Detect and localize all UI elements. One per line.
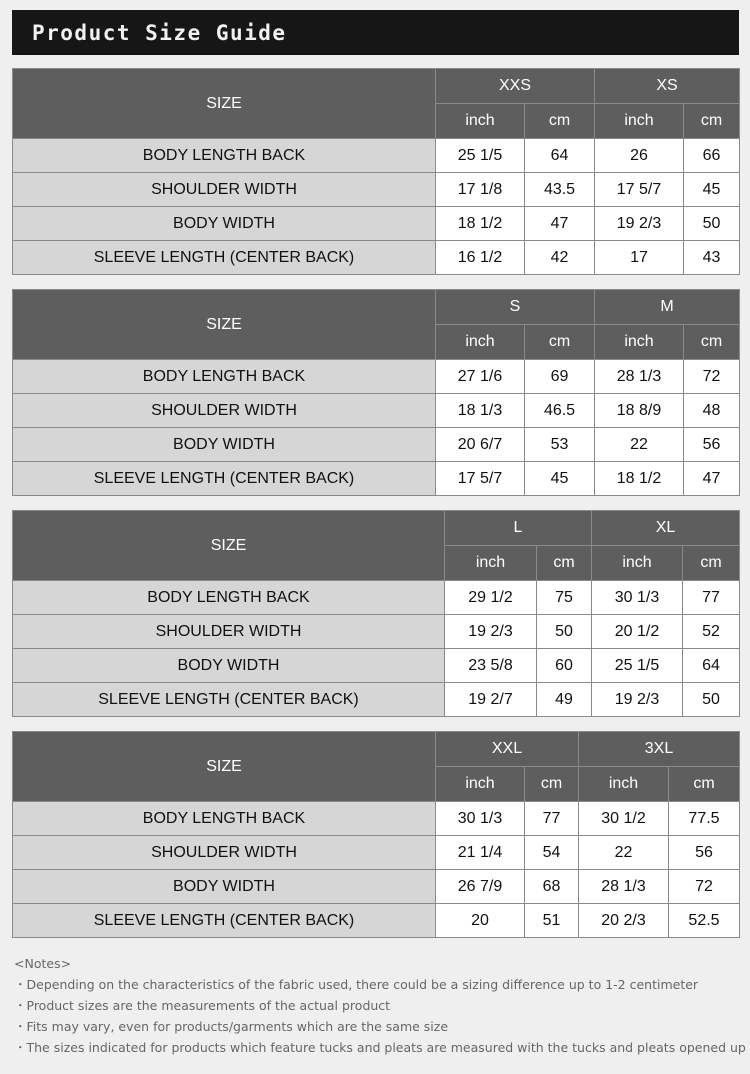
row-label: SHOULDER WIDTH — [13, 615, 445, 649]
row-label: BODY LENGTH BACK — [13, 581, 445, 615]
size-header: SIZE — [13, 290, 436, 360]
cell-value: 68 — [525, 870, 579, 904]
title-bar — [12, 10, 739, 55]
note-item: ・The sizes indicated for products which feature tucks and pleats are measured with the tucks and pleats opened up — [14, 1040, 746, 1055]
unit-header-cm: cm — [525, 767, 579, 802]
cell-value: 19 2/3 — [595, 207, 684, 241]
size-table-1 — [12, 68, 740, 275]
cell-value: 22 — [595, 428, 684, 462]
cell-value: 28 1/3 — [595, 360, 684, 394]
cell-value: 18 1/3 — [436, 394, 525, 428]
row-label: BODY LENGTH BACK — [13, 139, 436, 173]
row-label: SHOULDER WIDTH — [13, 173, 436, 207]
cell-value: 64 — [525, 139, 595, 173]
table-row — [13, 581, 740, 615]
table-row — [13, 802, 740, 836]
cell-value: 45 — [525, 462, 595, 496]
size-column-header: S — [436, 290, 595, 325]
table-row — [13, 139, 740, 173]
cell-value: 50 — [683, 683, 740, 717]
unit-header-inch: inch — [595, 325, 684, 360]
cell-value: 17 5/7 — [436, 462, 525, 496]
row-label: SLEEVE LENGTH (CENTER BACK) — [13, 241, 436, 275]
cell-value: 19 2/3 — [592, 683, 683, 717]
cell-value: 42 — [525, 241, 595, 275]
cell-value: 56 — [684, 428, 740, 462]
cell-value: 50 — [684, 207, 740, 241]
row-label: BODY WIDTH — [13, 649, 445, 683]
cell-value: 54 — [525, 836, 579, 870]
cell-value: 47 — [525, 207, 595, 241]
cell-value: 60 — [537, 649, 592, 683]
note-item: ・Depending on the characteristics of the fabric used, there could be a sizing difference up to 1-2 centimeter — [14, 977, 699, 992]
cell-value: 64 — [683, 649, 740, 683]
unit-header-cm: cm — [537, 546, 592, 581]
cell-value: 56 — [669, 836, 740, 870]
unit-header-inch: inch — [445, 546, 537, 581]
cell-value: 22 — [579, 836, 669, 870]
unit-header-inch: inch — [436, 325, 525, 360]
table-row — [13, 683, 740, 717]
cell-value: 77.5 — [669, 802, 740, 836]
cell-value: 43 — [684, 241, 740, 275]
cell-value: 16 1/2 — [436, 241, 525, 275]
cell-value: 27 1/6 — [436, 360, 525, 394]
table-row — [13, 904, 740, 938]
cell-value: 53 — [525, 428, 595, 462]
unit-header-cm: cm — [684, 325, 740, 360]
row-label: SLEEVE LENGTH (CENTER BACK) — [13, 683, 445, 717]
table-row — [13, 207, 740, 241]
cell-value: 30 1/2 — [579, 802, 669, 836]
cell-value: 66 — [684, 139, 740, 173]
table-row — [13, 394, 740, 428]
cell-value: 17 1/8 — [436, 173, 525, 207]
note-item: ・Product sizes are the measurements of the actual product — [14, 998, 391, 1013]
cell-value: 23 5/8 — [445, 649, 537, 683]
cell-value: 19 2/7 — [445, 683, 537, 717]
size-header: SIZE — [13, 511, 445, 581]
note-item: ・Fits may vary, even for products/garments which are the same size — [14, 1019, 449, 1034]
row-label: BODY LENGTH BACK — [13, 360, 436, 394]
cell-value: 72 — [684, 360, 740, 394]
unit-header-cm: cm — [683, 546, 740, 581]
size-header: SIZE — [13, 732, 436, 802]
table-row — [13, 462, 740, 496]
page-title: Product Size Guide — [32, 20, 287, 45]
size-column-header: L — [445, 511, 592, 546]
cell-value: 48 — [684, 394, 740, 428]
notes-header: <Notes> — [14, 956, 72, 971]
cell-value: 30 1/3 — [436, 802, 525, 836]
unit-header-inch: inch — [436, 104, 525, 139]
row-label: BODY LENGTH BACK — [13, 802, 436, 836]
size-header: SIZE — [13, 69, 436, 139]
table-row — [13, 241, 740, 275]
cell-value: 49 — [537, 683, 592, 717]
cell-value: 26 — [595, 139, 684, 173]
cell-value: 17 5/7 — [595, 173, 684, 207]
cell-value: 20 6/7 — [436, 428, 525, 462]
size-column-header: XS — [595, 69, 740, 104]
table-row — [13, 173, 740, 207]
cell-value: 25 1/5 — [436, 139, 525, 173]
size-column-header: M — [595, 290, 740, 325]
row-label: SHOULDER WIDTH — [13, 394, 436, 428]
cell-value: 46.5 — [525, 394, 595, 428]
cell-value: 45 — [684, 173, 740, 207]
row-label: BODY WIDTH — [13, 428, 436, 462]
cell-value: 20 — [436, 904, 525, 938]
cell-value: 51 — [525, 904, 579, 938]
cell-value: 72 — [669, 870, 740, 904]
cell-value: 21 1/4 — [436, 836, 525, 870]
cell-value: 28 1/3 — [579, 870, 669, 904]
table-row — [13, 360, 740, 394]
cell-value: 17 — [595, 241, 684, 275]
cell-value: 30 1/3 — [592, 581, 683, 615]
size-table-4 — [12, 731, 740, 938]
cell-value: 77 — [683, 581, 740, 615]
row-label: SLEEVE LENGTH (CENTER BACK) — [13, 462, 436, 496]
row-label: SHOULDER WIDTH — [13, 836, 436, 870]
cell-value: 19 2/3 — [445, 615, 537, 649]
table-row — [13, 428, 740, 462]
cell-value: 77 — [525, 802, 579, 836]
unit-header-cm: cm — [684, 104, 740, 139]
table-row — [13, 649, 740, 683]
size-column-header: XL — [592, 511, 740, 546]
size-column-header: XXL — [436, 732, 579, 767]
row-label: SLEEVE LENGTH (CENTER BACK) — [13, 904, 436, 938]
row-label: BODY WIDTH — [13, 207, 436, 241]
cell-value: 18 1/2 — [436, 207, 525, 241]
table-row — [13, 836, 740, 870]
unit-header-inch: inch — [592, 546, 683, 581]
cell-value: 18 1/2 — [595, 462, 684, 496]
size-table-2 — [12, 289, 740, 496]
cell-value: 29 1/2 — [445, 581, 537, 615]
cell-value: 47 — [684, 462, 740, 496]
unit-header-inch: inch — [436, 767, 525, 802]
row-label: BODY WIDTH — [13, 870, 436, 904]
size-table-3 — [12, 510, 740, 717]
cell-value: 20 1/2 — [592, 615, 683, 649]
size-column-header: XXS — [436, 69, 595, 104]
cell-value: 26 7/9 — [436, 870, 525, 904]
unit-header-cm: cm — [669, 767, 740, 802]
cell-value: 43.5 — [525, 173, 595, 207]
cell-value: 18 8/9 — [595, 394, 684, 428]
table-row — [13, 615, 740, 649]
unit-header-inch: inch — [595, 104, 684, 139]
cell-value: 52 — [683, 615, 740, 649]
cell-value: 69 — [525, 360, 595, 394]
cell-value: 20 2/3 — [579, 904, 669, 938]
cell-value: 52.5 — [669, 904, 740, 938]
unit-header-cm: cm — [525, 104, 595, 139]
unit-header-inch: inch — [579, 767, 669, 802]
cell-value: 50 — [537, 615, 592, 649]
cell-value: 75 — [537, 581, 592, 615]
unit-header-cm: cm — [525, 325, 595, 360]
notes-section — [14, 953, 746, 1058]
size-column-header: 3XL — [579, 732, 740, 767]
cell-value: 25 1/5 — [592, 649, 683, 683]
table-row — [13, 870, 740, 904]
